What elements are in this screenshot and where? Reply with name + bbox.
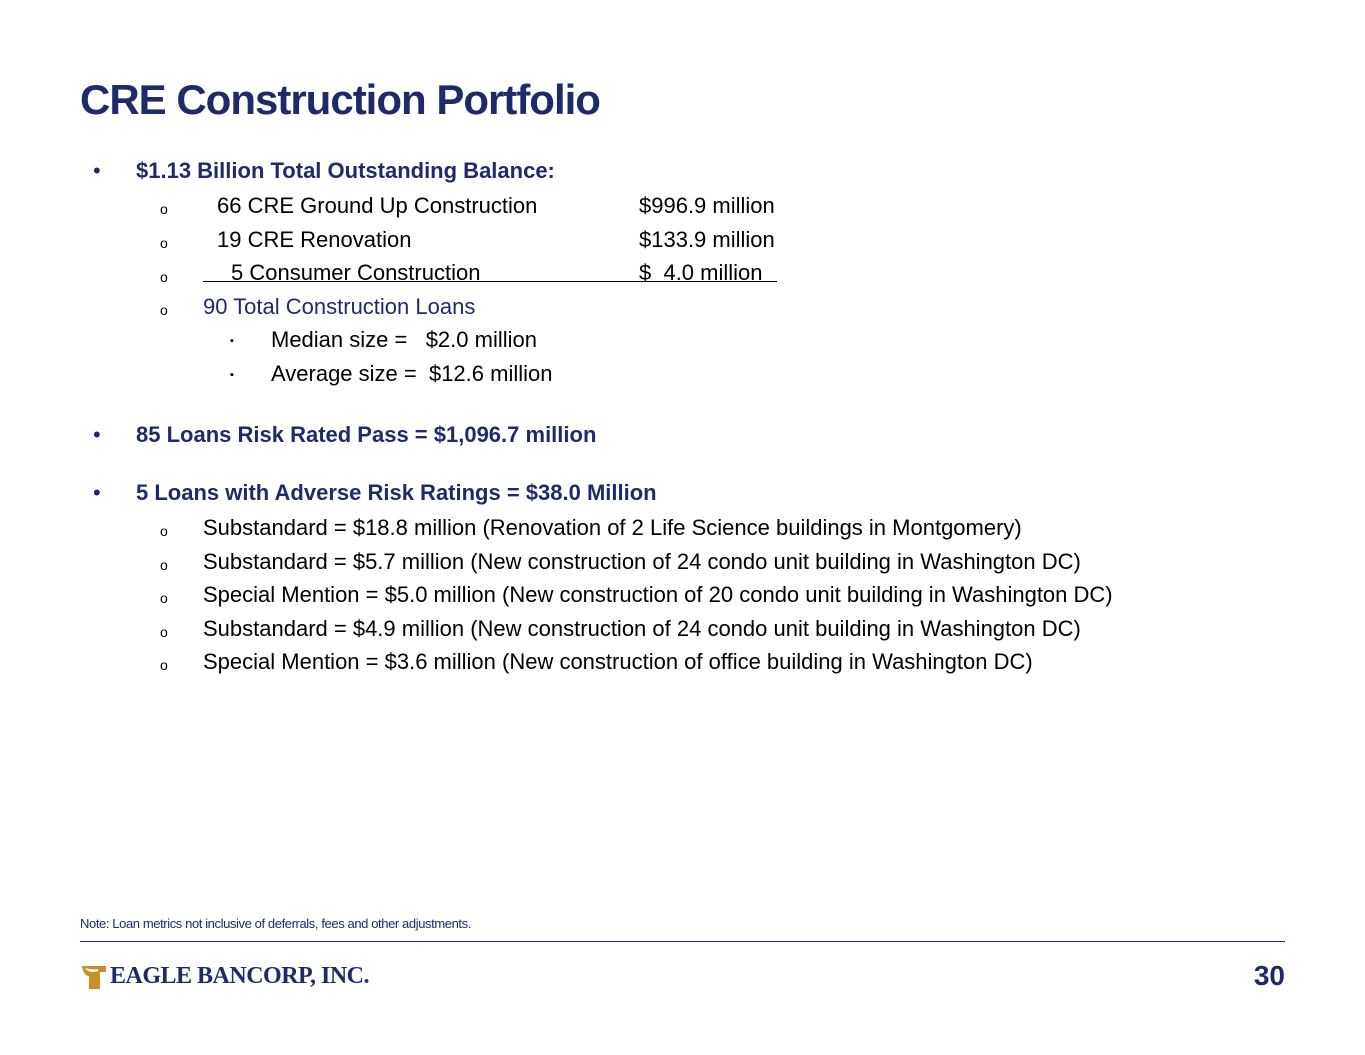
sub-bullet-marker: o bbox=[160, 201, 168, 217]
stat-median: Median size = $2.0 million bbox=[271, 327, 537, 352]
eagle-icon bbox=[80, 962, 108, 990]
sub-bullet-marker: o bbox=[160, 590, 168, 606]
page-title: CRE Construction Portfolio bbox=[80, 76, 600, 123]
sub-bullet-marker: o bbox=[160, 269, 168, 285]
sub-bullet-marker: o bbox=[160, 624, 168, 640]
company-logo-text: EAGLE BANCORP, INC. bbox=[110, 962, 369, 989]
company-logo bbox=[80, 960, 369, 992]
adverse-item: Substandard = $18.8 million (Renovation of 2 Life Science buildings in Montgomery) bbox=[203, 515, 1022, 540]
page-number: 30 bbox=[1253, 960, 1285, 991]
adverse-item: Special Mention = $5.0 million (New construction of 20 condo unit building in Washington DC) bbox=[203, 582, 1113, 607]
sub-bullet-marker: o bbox=[160, 657, 168, 673]
item-value: $133.9 million bbox=[639, 227, 775, 252]
bullet-marker: • bbox=[93, 422, 101, 447]
square-bullet-marker: ▪ bbox=[230, 369, 234, 381]
adverse-item: Substandard = $5.7 million (New construction of 24 condo unit building in Washington DC) bbox=[203, 549, 1081, 574]
footer-divider bbox=[80, 941, 1285, 942]
sub-bullet-marker: o bbox=[160, 557, 168, 573]
sub-bullet-marker: o bbox=[160, 302, 168, 318]
item-label: 5 Consumer Construction bbox=[231, 260, 481, 285]
section-heading-pass: 85 Loans Risk Rated Pass = $1,096.7 million bbox=[136, 422, 597, 447]
subtotal-underline bbox=[203, 281, 777, 282]
item-value: $ 4.0 million bbox=[639, 260, 763, 285]
sub-bullet-marker: o bbox=[160, 235, 168, 251]
footnote: Note: Loan metrics not inclusive of deferrals, fees and other adjustments. bbox=[80, 916, 471, 931]
total-loans-label: 90 Total Construction Loans bbox=[203, 294, 476, 319]
adverse-item: Substandard = $4.9 million (New construction of 24 condo unit building in Washington DC) bbox=[203, 616, 1081, 641]
item-label: 19 CRE Renovation bbox=[217, 227, 412, 252]
section-heading-balance: $1.13 Billion Total Outstanding Balance: bbox=[136, 158, 555, 183]
bullet-marker: • bbox=[93, 158, 101, 183]
section-heading-adverse: 5 Loans with Adverse Risk Ratings = $38.0 Million bbox=[136, 480, 657, 505]
sub-bullet-marker: o bbox=[160, 523, 168, 539]
item-label: 66 CRE Ground Up Construction bbox=[217, 193, 538, 218]
square-bullet-marker: ▪ bbox=[230, 335, 234, 347]
item-value: $996.9 million bbox=[639, 193, 775, 218]
adverse-item: Special Mention = $3.6 million (New construction of office building in Washington DC) bbox=[203, 649, 1033, 674]
stat-average: Average size = $12.6 million bbox=[271, 361, 553, 386]
bullet-marker: • bbox=[93, 480, 101, 505]
